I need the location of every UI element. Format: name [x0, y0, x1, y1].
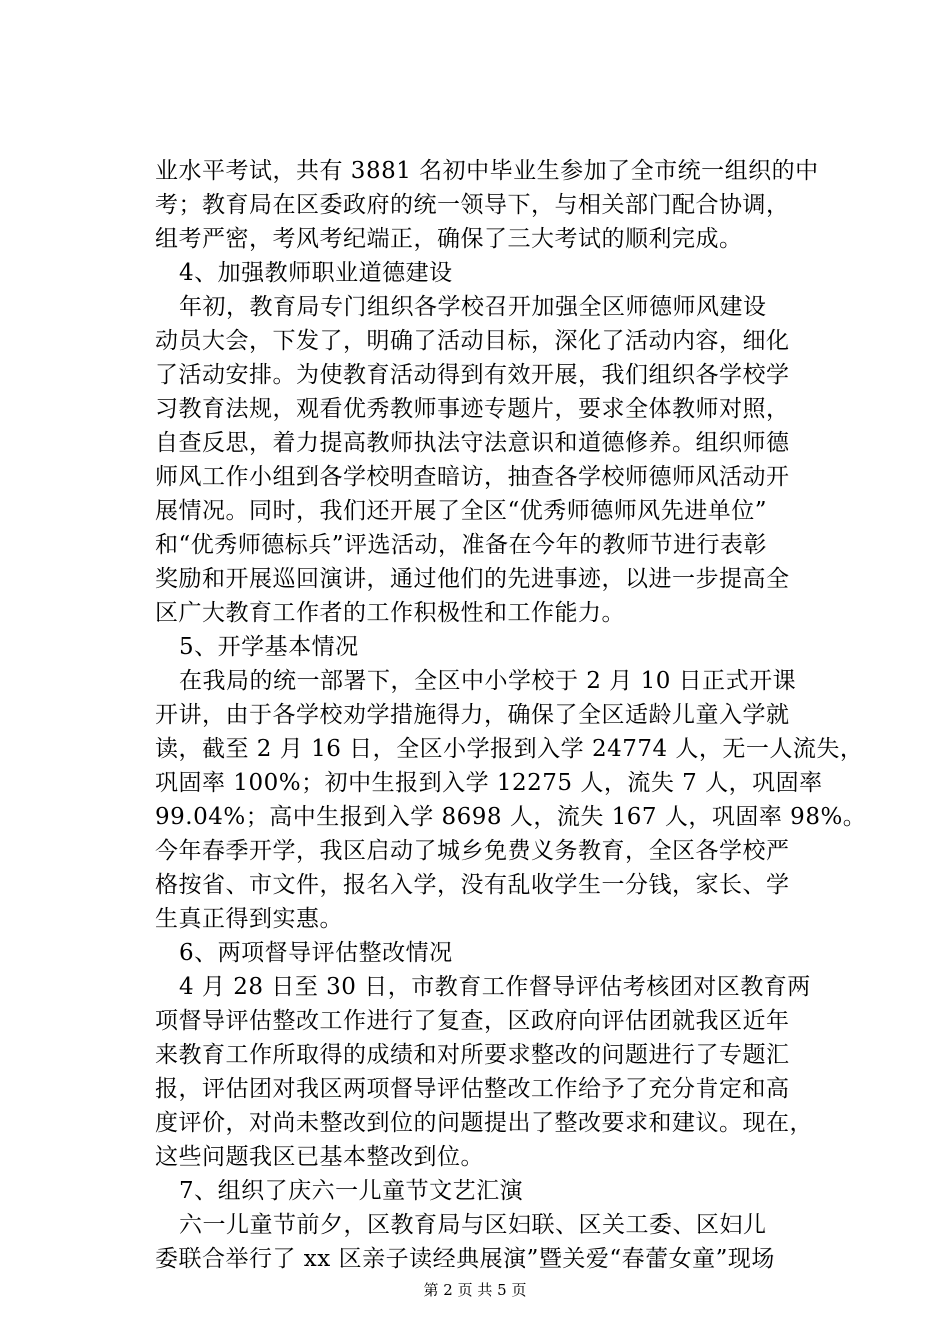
- section-heading: 7、组织了庆六一儿童节文艺汇演: [179, 1178, 524, 1204]
- text-line: 展情况。同时，我们还开展了全区“优秀师德师风先进单位”: [155, 498, 768, 524]
- text-line: 考；教育局在区委政府的统一领导下，与相关部门配合协调，: [155, 192, 790, 218]
- text-line: 开讲，由于各学校劝学措施得力，确保了全区适龄儿童入学就: [155, 702, 790, 728]
- text-line: 格按省、市文件，报名入学，没有乱收学生一分钱，家长、学: [155, 872, 790, 898]
- text-line: 度评价，对尚未整改到位的问题提出了整改要求和建议。现在，: [155, 1110, 813, 1136]
- text-line: 六一儿童节前夕，区教育局与区妇联、区关工委、区妇儿: [179, 1212, 767, 1238]
- text-line: 4 月 28 日至 30 日，市教育工作督导评估考核团对区教育两: [179, 974, 811, 1000]
- section-heading: 6、两项督导评估整改情况: [179, 940, 453, 966]
- text-line: 项督导评估整改工作进行了复查，区政府向评估团就我区近年: [155, 1008, 790, 1034]
- text-line: 生真正得到实惠。: [155, 906, 343, 932]
- text-line: 读，截至 2 月 16 日，全区小学报到入学 24774 人，无一人流失，: [155, 736, 864, 762]
- text-line: 今年春季开学，我区启动了城乡免费义务教育，全区各学校严: [155, 838, 790, 864]
- page-footer: [0, 1280, 950, 1300]
- text-line: 了活动安排。为使教育活动得到有效开展，我们组织各学校学: [155, 362, 790, 388]
- text-line: 动员大会，下发了，明确了活动目标，深化了活动内容，细化: [155, 328, 790, 354]
- text-line: 这些问题我区已基本整改到位。: [155, 1144, 484, 1170]
- text-line: 奖励和开展巡回演讲，通过他们的先进事迹，以进一步提高全: [155, 566, 790, 592]
- text-line: 组考严密，考风考纪端正，确保了三大考试的顺利完成。: [155, 226, 743, 252]
- text-line: 来教育工作所取得的成绩和对所要求整改的问题进行了专题汇: [155, 1042, 790, 1068]
- text-line: 委联合举行了 xx 区亲子读经典展演”暨关爱“春蕾女童”现场: [155, 1246, 775, 1272]
- text-line: 业水平考试，共有 3881 名初中毕业生参加了全市统一组织的中: [155, 158, 819, 184]
- text-line: 报，评估团对我区两项督导评估整改工作给予了充分肯定和高: [155, 1076, 790, 1102]
- text-line: 在我局的统一部署下，全区中小学校于 2 月 10 日正式开课: [179, 668, 797, 694]
- section-heading: 5、开学基本情况: [179, 634, 359, 660]
- text-line: 自查反思，着力提高教师执法守法意识和道德修养。组织师德: [155, 430, 790, 456]
- text-line: 师风工作小组到各学校明查暗访，抽查各学校师德师风活动开: [155, 464, 790, 490]
- section-heading: 4、加强教师职业道德建设: [179, 260, 453, 286]
- text-line: 99.04%；高中生报到入学 8698 人，流失 167 人，巩固率 98%。: [155, 804, 867, 830]
- text-line: 区广大教育工作者的工作积极性和工作能力。: [155, 600, 625, 626]
- page-number: 第 2 页 共 5 页: [423, 1281, 527, 1299]
- text-line: 巩固率 100%；初中生报到入学 12275 人，流失 7 人，巩固率: [155, 770, 823, 796]
- text-line: 习教育法规，观看优秀教师事迹专题片，要求全体教师对照，: [155, 396, 790, 422]
- text-line: 年初，教育局专门组织各学校召开加强全区师德师风建设: [179, 294, 767, 320]
- text-line: 和“优秀师德标兵”评选活动，准备在今年的教师节进行表彰: [155, 532, 768, 558]
